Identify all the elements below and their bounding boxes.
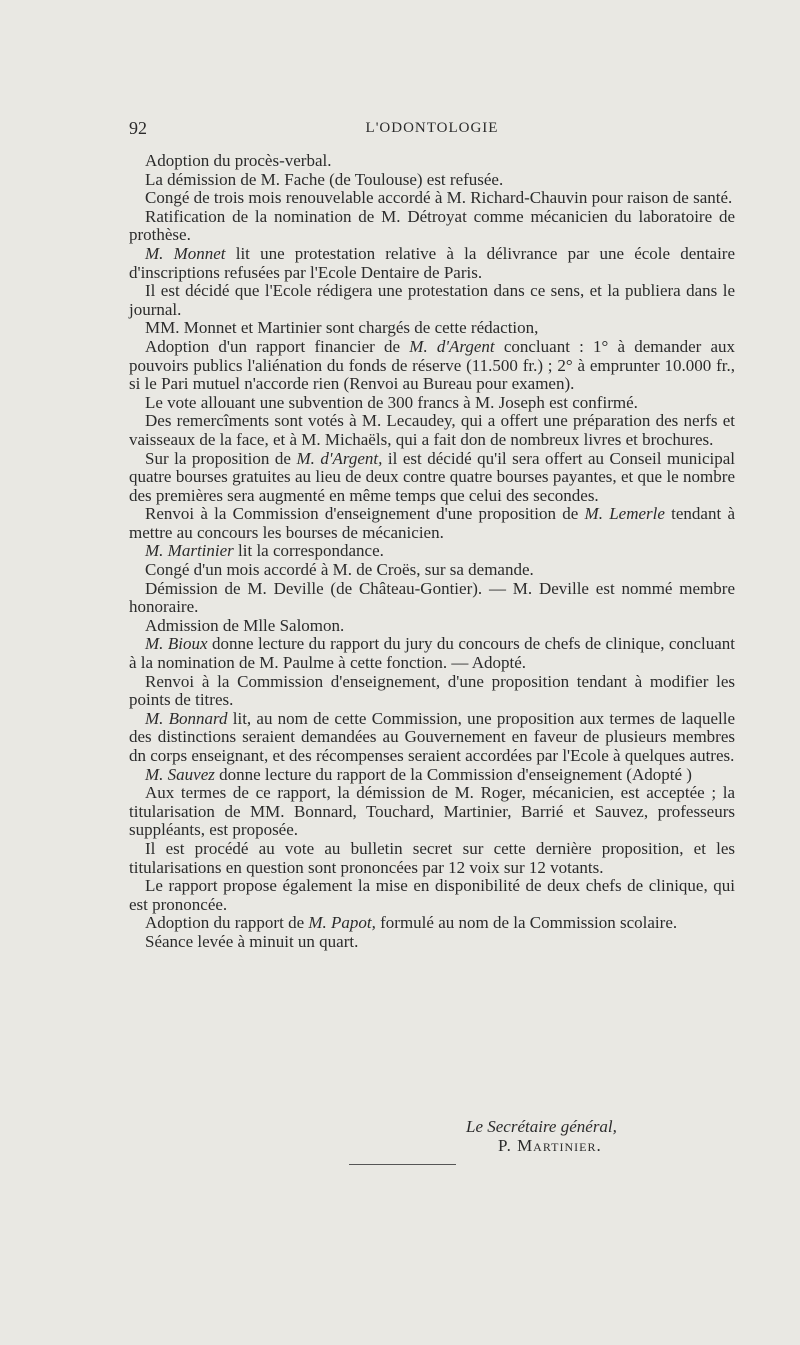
minutes-paragraph xyxy=(129,282,735,319)
minutes-paragraph xyxy=(129,673,735,710)
signature-block xyxy=(466,1118,736,1155)
minutes-paragraph xyxy=(129,319,735,338)
paragraph-text-before: Adoption d'un rapport financier de xyxy=(145,336,410,356)
paragraph-text-after: lit la correspondance. xyxy=(233,541,384,561)
minutes-paragraph xyxy=(129,412,735,449)
person-name-italic: M. Papot, xyxy=(308,913,376,933)
minutes-paragraph xyxy=(129,710,735,766)
minutes-paragraph xyxy=(129,171,735,190)
minutes-paragraph xyxy=(129,542,735,561)
person-name-italic: M. Martinier xyxy=(145,541,234,561)
minutes-paragraph xyxy=(129,933,735,952)
person-name-italic: M. Bonnard xyxy=(145,708,228,728)
person-name-italic: M. Monnet xyxy=(145,243,226,263)
minutes-paragraph xyxy=(129,189,735,208)
minutes-paragraph xyxy=(129,766,735,785)
minutes-paragraph xyxy=(129,338,735,394)
paragraph-text-after: lit une protestation relative à la délivrance par une école dentaire d'inscriptions refusées par l'Ecole Dentaire de Paris. xyxy=(129,243,735,282)
paragraph-text-after: il est décidé qu'il sera offert au Conseil municipal quatre bourses gratuites au lieu de deux contre quatre bourses payantes, et que le nombre des premières sera augmenté en même temps que celui des secondes. xyxy=(129,448,735,505)
person-name-italic: M. d'Argent xyxy=(409,336,495,356)
paragraph-text-before: Renvoi à la Commission d'enseignement d'une proposition de xyxy=(145,504,585,524)
minutes-paragraph xyxy=(129,450,735,506)
paragraph-text-after: Congé de trois mois renouvelable accordé à M. Richard-Chauvin pour raison de santé. xyxy=(145,188,733,208)
paragraph-text-after: Séance levée à minuit un quart. xyxy=(145,931,359,951)
minutes-paragraph xyxy=(129,784,735,840)
person-name-italic: M. Bioux xyxy=(145,634,208,654)
minutes-paragraph xyxy=(129,505,735,542)
minutes-paragraph xyxy=(129,840,735,877)
paragraph-text-before: Adoption du rapport de xyxy=(145,913,309,933)
minutes-paragraph xyxy=(129,394,735,413)
paragraph-text-after: concluant : 1° à demander aux pouvoirs publics l'aliénation du fonds de réserve (11.500 fr.) ; 2° à emprunter 10.000 fr., si le Pari mutuel n'accorde rien (Renvoi au Bureau pour examen). xyxy=(129,336,736,394)
minutes-paragraph xyxy=(129,617,735,636)
paragraph-text-after: MM. Monnet et Martinier sont chargés de cette rédaction, xyxy=(145,318,539,338)
paragraph-text-after: lit, au nom de cette Commission, une proposition aux termes de laquelle des distinctions seraient demandées au Gouvernement en faveur de plusieurs membres dn corps enseignant, et des récompenses seraient accordées par l'Ecole à quelques autres. xyxy=(129,708,736,765)
paragraph-text-after: Ratification de la nomination de M. Détroyat comme mécanicien du laboratoire de prothèse. xyxy=(129,206,735,245)
paragraph-text-after: tendant à mettre au concours les bourses de mécanicien. xyxy=(129,504,735,542)
minutes-paragraph xyxy=(129,877,735,914)
paragraph-text-after: Il est procédé au vote au bulletin secret sur cette dernière proposition, et les titularisations en question sont prononcées par 12 voix sur 12 votants. xyxy=(129,838,735,877)
running-title: L'ODONTOLOGIE xyxy=(365,120,499,136)
person-name-italic: M. Sauvez xyxy=(145,764,215,784)
paragraph-text-after: Aux termes de ce rapport, la démission de M. Roger, mécanicien, est acceptée ; la titularisation de MM. Bonnard, Touchard, Martinier, Barrié et Sauvez, professeurs suppléants, est proposée. xyxy=(129,783,735,840)
signature-title: Le Secrétaire général, xyxy=(466,1117,617,1136)
paragraph-text-after: Renvoi à la Commission d'enseignement, d'une proposition tendant à modifier les points de titres. xyxy=(129,671,735,710)
paragraph-text-after: formulé au nom de la Commission scolaire. xyxy=(375,913,678,933)
paragraph-text-after: donne lecture du rapport de la Commission d'enseignement (Adopté ) xyxy=(214,764,692,784)
page-header xyxy=(129,118,735,142)
paragraph-text-after: Il est décidé que l'Ecole rédigera une protestation dans ce sens, et la publiera dans le journal. xyxy=(129,281,735,319)
minutes-paragraph xyxy=(129,914,735,933)
page-number: 92 xyxy=(129,118,147,138)
paragraph-text-after: Des remercîments sont votés à M. Lecaudey, qui a offert une préparation des nerfs et vaisseaux de la face, et à M. Michaëls, qui a fait don de nombreux livres et brochures. xyxy=(129,411,735,449)
minutes-paragraph xyxy=(129,152,735,171)
signature-name: P. Martinier. xyxy=(498,1135,602,1155)
paragraph-text-after: Adoption du procès-verbal. xyxy=(145,151,332,170)
person-name-italic: M. d'Argent, xyxy=(296,448,383,468)
paragraph-text-before: Sur la proposition de xyxy=(145,448,297,468)
minutes-paragraph xyxy=(129,635,735,672)
paragraph-text-after: donne lecture du rapport du jury du concours de chefs de clinique, concluant à la nomination de M. Paulme à cette fonction. — Adopté. xyxy=(129,634,735,673)
paragraph-text-after: La démission de M. Fache (de Toulouse) est refusée. xyxy=(145,169,504,189)
paragraph-text-after: Admission de Mlle Salomon. xyxy=(145,615,345,635)
person-name-italic: M. Lemerle xyxy=(584,504,665,524)
minutes-paragraph xyxy=(129,561,735,580)
paragraph-text-after: Le vote allouant une subvention de 300 francs à M. Joseph est confirmé. xyxy=(145,392,638,412)
paragraph-text-after: Démission de M. Deville (de Château-Gontier). — M. Deville est nommé membre honoraire. xyxy=(129,578,735,617)
minutes-body xyxy=(129,152,735,952)
paragraph-text-after: Congé d'un mois accordé à M. de Croës, sur sa demande. xyxy=(145,560,534,580)
minutes-paragraph xyxy=(129,580,735,617)
minutes-paragraph xyxy=(129,245,735,282)
paragraph-text-after: Le rapport propose également la mise en disponibilité de deux chefs de clinique, qui est prononcée. xyxy=(129,876,735,914)
minutes-paragraph xyxy=(129,208,735,245)
closing-rule xyxy=(349,1164,456,1165)
